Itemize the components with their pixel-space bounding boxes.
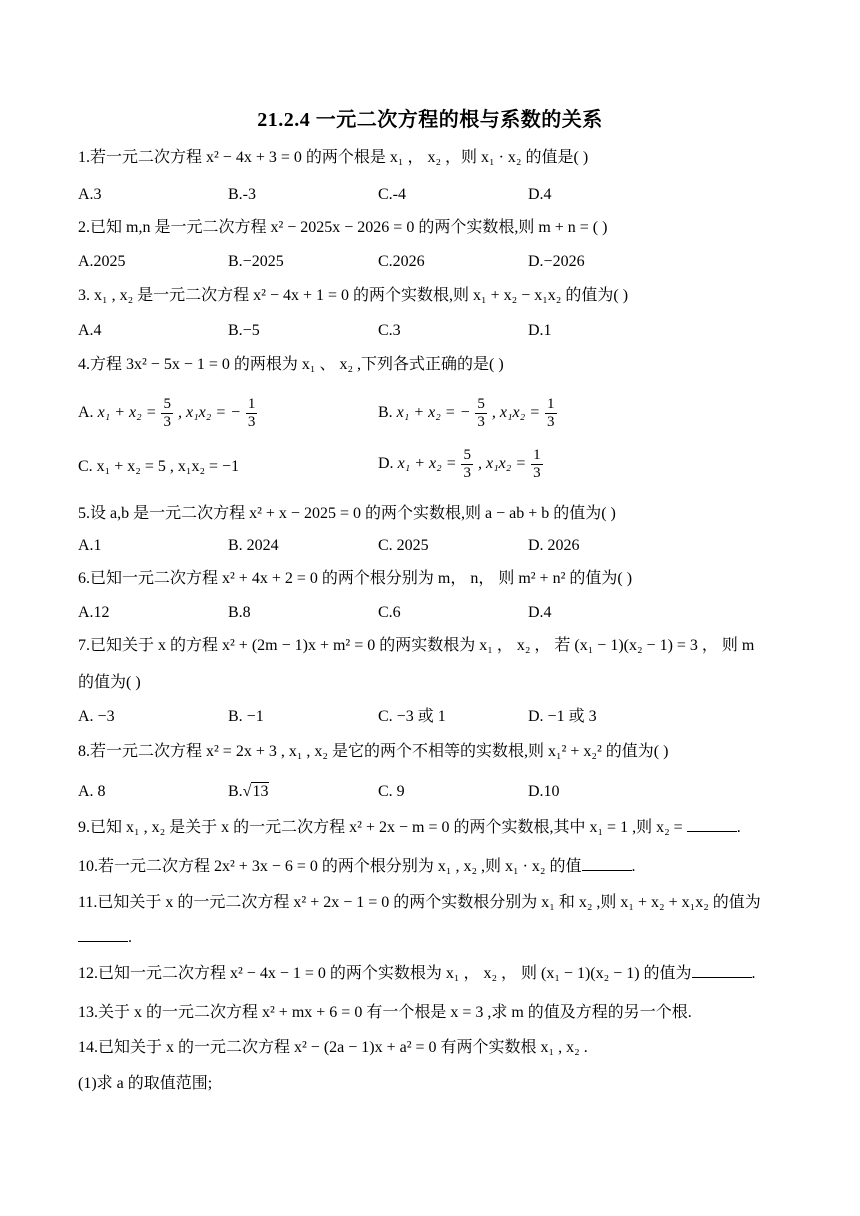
- q1-option-d: D.4: [528, 186, 552, 203]
- q7-option-a: A. −3: [78, 708, 115, 725]
- q4d-label: D.: [378, 455, 394, 473]
- q4a-frac-2: [246, 396, 258, 431]
- q4a-right: , x₁x₂ = −: [177, 404, 241, 422]
- q4a-frac-2-den: 3: [247, 414, 256, 430]
- q2-option-d: D.−2026: [528, 253, 585, 270]
- q4d-frac-2: [531, 447, 543, 482]
- q4a-frac-1-den: 3: [163, 414, 171, 430]
- question-11-cont: .: [78, 927, 132, 948]
- q4b-right: , x₁x₂ =: [491, 404, 541, 422]
- q8-option-b: [228, 782, 269, 802]
- q4a-frac-2-num: 1: [247, 396, 256, 412]
- q2-option-c: C.2026: [378, 253, 425, 270]
- question-14: 14.已知关于 x 的一元二次方程 x² − (2a − 1)x + a² = 0 有两个实数根 x₁ , x₂ .: [78, 1039, 588, 1056]
- q4d-right: , x₁x₂ =: [477, 455, 527, 473]
- q2-option-b: B.−2025: [228, 253, 284, 270]
- q3-option-d: D.1: [528, 322, 552, 339]
- q4d-frac-2-num: 1: [533, 447, 541, 463]
- question-8: 8.若一元二次方程 x² = 2x + 3 , x₁ , x₂ 是它的两个不相等的实数根,则 x₁² + x₂² 的值为( ): [78, 743, 669, 760]
- q4a-frac-1-num: 5: [163, 396, 171, 412]
- q4b-frac-1-den: 3: [477, 414, 485, 430]
- page-title: 21.2.4 一元二次方程的根与系数的关系: [257, 109, 603, 131]
- q4d-frac-1: [461, 447, 473, 482]
- q4b-frac-1: [475, 396, 487, 431]
- q4-option-d: [378, 447, 544, 482]
- q4a-left: x₁ + x₂ =: [97, 404, 157, 422]
- question-7: 7.已知关于 x 的方程 x² + (2m − 1)x + m² = 0 的两实数根为 x₁ ， x₂ ， 若 (x₁ − 1)(x₂ − 1) = 3 ， 则 m: [78, 637, 755, 654]
- question-2: 2.已知 m,n 是一元二次方程 x² − 2025x − 2026 = 0 的两个实数根,则 m + n = ( ): [78, 219, 608, 236]
- q3-option-a: A.4: [78, 322, 102, 339]
- sqrt-sign: √: [242, 783, 252, 800]
- q6-option-d: D.4: [528, 604, 552, 621]
- q8b-sqrt-value: 13: [252, 783, 269, 800]
- q5-option-b: B. 2024: [228, 537, 279, 554]
- q1-option-c: C.-4: [378, 186, 406, 203]
- q4b-frac-2: [545, 396, 557, 431]
- q6-option-a: A.12: [78, 604, 110, 621]
- q5-option-a: A.1: [78, 537, 102, 554]
- q5-option-c: C. 2025: [378, 537, 429, 554]
- q7-option-b: B. −1: [228, 708, 264, 725]
- question-9-text: 9.已知 x₁ , x₂ 是关于 x 的一元二次方程 x² + 2x − m = 0 的两个实数根,其中 x₁ = 1 ,则 x₂ =: [78, 819, 683, 836]
- question-10: 10.若一元二次方程 2x² + 3x − 6 = 0 的两个根分别为 x₁ , x₂ ,则 x₁ · x₂ 的值 .: [78, 858, 636, 875]
- question-12: 12.已知一元二次方程 x² − 4x − 1 = 0 的两个实数根为 x₁ ， x₂ ， 则 (x₁ − 1)(x₂ − 1) 的值为 .: [78, 965, 756, 982]
- answer-blank: [582, 856, 632, 871]
- question-5: 5.设 a,b 是一元二次方程 x² + x − 2025 = 0 的两个实数根,则 a − ab + b 的值为( ): [78, 505, 616, 522]
- question-14-part-1: (1)求 a 的取值范围;: [78, 1075, 213, 1092]
- q2-option-a: A.2025: [78, 253, 126, 270]
- q8b-label: B.: [228, 783, 243, 800]
- q6-option-c: C.6: [378, 604, 401, 621]
- question-9: 9.已知 x₁ , x₂ 是关于 x 的一元二次方程 x² + 2x − m = 0 的两个实数根,其中 x₁ = 1 ,则 x₂ = .: [78, 819, 741, 836]
- q7-option-c: C. −3 或 1: [378, 708, 446, 725]
- q4b-left: x₁ + x₂ = −: [396, 404, 471, 422]
- answer-blank: [78, 927, 128, 942]
- q4b-frac-2-num: 1: [547, 396, 555, 412]
- question-12-text: 12.已知一元二次方程 x² − 4x − 1 = 0 的两个实数根为 x₁ ， x₂ ， 则 (x₁ − 1)(x₂ − 1) 的值为: [78, 965, 692, 982]
- question-3: 3. x₁ , x₂ 是一元二次方程 x² − 4x + 1 = 0 的两个实数根,则 x₁ + x₂ − x₁x₂ 的值为( ): [78, 287, 629, 304]
- q4-option-a: [78, 396, 258, 431]
- q8-option-a: A. 8: [78, 783, 106, 800]
- q4a-frac-1: [161, 396, 173, 431]
- q3-option-c: C.3: [378, 322, 401, 339]
- q8-option-d: D.10: [528, 783, 560, 800]
- q4d-frac-1-num: 5: [463, 447, 471, 463]
- question-13: 13.关于 x 的一元二次方程 x² + mx + 6 = 0 有一个根是 x = 3 ,求 m 的值及方程的另一个根.: [78, 1004, 692, 1021]
- question-11: 11.已知关于 x 的一元二次方程 x² + 2x − 1 = 0 的两个实数根分别为 x₁ 和 x₂ ,则 x₁ + x₂ + x₁x₂ 的值为: [78, 894, 761, 911]
- q4d-left: x₁ + x₂ =: [397, 455, 457, 473]
- q7-option-d: D. −1 或 3: [528, 708, 597, 725]
- q3-option-b: B.−5: [228, 322, 260, 339]
- q4a-label: A.: [78, 404, 94, 422]
- question-6: 6.已知一元二次方程 x² + 4x + 2 = 0 的两个根分别为 m， n， 则 m² + n² 的值为( ): [78, 570, 633, 587]
- answer-blank: [692, 963, 752, 978]
- q8-option-c: C. 9: [378, 783, 405, 800]
- q4b-frac-2-den: 3: [547, 414, 555, 430]
- question-4: 4.方程 3x² − 5x − 1 = 0 的两根为 x₁ 、 x₂ ,下列各式正确的是( ): [78, 356, 504, 373]
- question-10-text: 10.若一元二次方程 2x² + 3x − 6 = 0 的两个根分别为 x₁ , x₂ ,则 x₁ · x₂ 的值: [78, 858, 582, 875]
- q4d-frac-1-den: 3: [463, 465, 471, 481]
- q4b-frac-1-num: 5: [477, 396, 485, 412]
- q1-option-a: A.3: [78, 186, 102, 203]
- q1-option-b: B.-3: [228, 186, 256, 203]
- question-1: 1.若一元二次方程 x² − 4x + 3 = 0 的两个根是 x₁ ， x₂ ，则 x₁ · x₂ 的值是( ): [78, 149, 589, 166]
- question-7-cont: 的值为( ): [78, 674, 141, 691]
- q4d-frac-2-den: 3: [533, 465, 541, 481]
- q4b-label: B.: [378, 404, 393, 422]
- q5-option-d: D. 2026: [528, 537, 580, 554]
- q6-option-b: B.8: [228, 604, 251, 621]
- q4-option-c: C. x₁ + x₂ = 5 , x₁x₂ = −1: [78, 458, 240, 475]
- answer-blank: [687, 817, 737, 832]
- q4-option-b: [378, 396, 558, 431]
